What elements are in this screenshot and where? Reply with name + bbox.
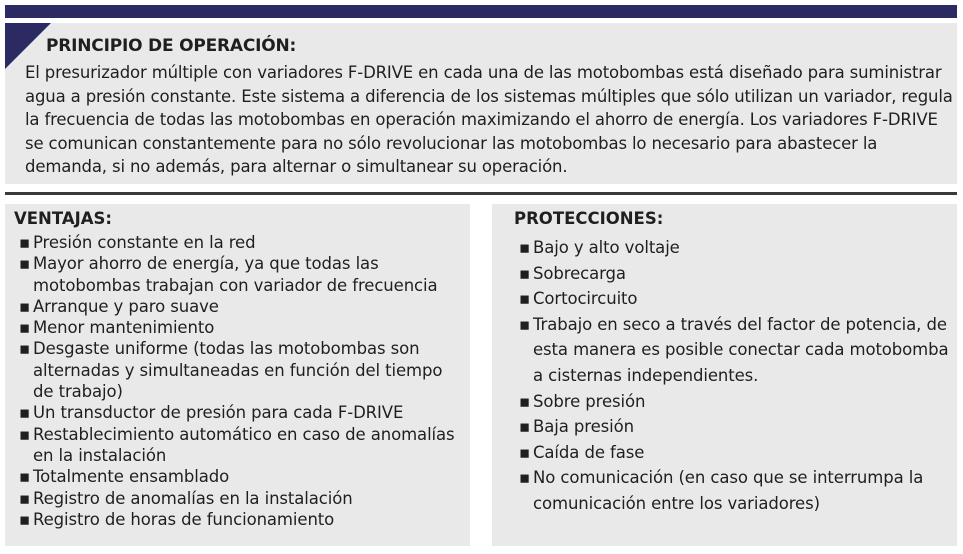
list-item-text: Cortocircuito <box>533 289 638 309</box>
list-item-text: Restablecimiento automático en caso de anomalías en la instalación <box>33 424 455 465</box>
list-item-text: Sobre presión <box>533 391 646 411</box>
list-item-text: Baja presión <box>533 417 634 437</box>
list-item <box>14 402 464 423</box>
list-item <box>14 296 464 317</box>
bullet-icon: ▪ <box>19 403 31 423</box>
bullet-icon: ▪ <box>19 233 31 252</box>
bullet-icon: ▪ <box>519 314 531 334</box>
list-item-text: Menor mantenimiento <box>33 318 215 338</box>
list-item <box>14 509 464 530</box>
bullet-icon: ▪ <box>19 296 31 316</box>
list-item-text: Trabajo en seco a través del factor de potencia, de esta manera es posible conectar cada motobomba a cisternas independientes. <box>533 314 949 385</box>
list-item <box>14 424 464 467</box>
list-item-text: Un transductor de presión para cada F-DRIVE <box>33 403 404 423</box>
bullet-icon: ▪ <box>19 339 31 359</box>
principle-body: El presurizador múltiple con variadores F-DRIVE en cada una de las motobombas está diseñado para suministrar agua a presión constante. Este sistema a diferencia de los sistemas múltiples que sólo utilizan un variador, regula la frecuencia de todas las motobombas en operación maximizando el ahorro de energía. Los variadores F-DRIVE se comunican constantemente para no sólo revolucionar las motobombas lo necesario para abastecer la demanda, si no además, para alternar o simultanear su operación. <box>25 63 953 177</box>
list-item-text: Totalmente ensamblado <box>33 467 230 487</box>
protecciones-list <box>514 235 951 517</box>
list-item-text: Desgaste uniforme (todas las motobombas son alternadas y simultaneadas en función del tiempo de trabajo) <box>33 339 443 402</box>
list-item <box>514 414 951 440</box>
list-item-text: Caída de fase <box>533 442 645 462</box>
bullet-icon: ▪ <box>19 318 31 338</box>
bullet-icon: ▪ <box>519 263 531 283</box>
list-item <box>514 389 951 415</box>
list-item <box>514 235 951 261</box>
bullet-icon: ▪ <box>519 417 531 437</box>
list-item <box>514 261 951 287</box>
list-item-text: No comunicación (en caso que se interrumpa la comunicación entre los variadores) <box>533 468 924 513</box>
ventajas-title: VENTAJAS: <box>14 209 112 228</box>
ventajas-list <box>14 232 464 530</box>
list-item-text: Presión constante en la red <box>33 233 256 252</box>
list-item <box>14 253 464 296</box>
list-item-text: Registro de horas de funcionamiento <box>33 509 335 529</box>
list-item <box>514 286 951 312</box>
list-item-text: Sobrecarga <box>533 263 626 283</box>
protecciones-title: PROTECCIONES: <box>514 209 664 228</box>
list-item <box>14 466 464 487</box>
list-item <box>14 317 464 338</box>
principle-title: PRINCIPIO DE OPERACIÓN: <box>46 36 297 56</box>
top-accent-bar <box>5 5 957 18</box>
list-item-text: Arranque y paro suave <box>33 296 219 316</box>
list-item <box>514 312 951 389</box>
section-divider <box>5 192 957 195</box>
bullet-icon: ▪ <box>19 488 31 508</box>
bullet-icon: ▪ <box>519 391 531 411</box>
bullet-icon: ▪ <box>19 467 31 487</box>
bullet-icon: ▪ <box>19 254 31 274</box>
bullet-icon: ▪ <box>519 238 531 257</box>
list-item <box>514 465 951 516</box>
list-item-text: Bajo y alto voltaje <box>533 238 680 257</box>
bullet-icon: ▪ <box>19 509 31 529</box>
bullet-icon: ▪ <box>519 442 531 462</box>
list-item <box>514 440 951 466</box>
bullet-icon: ▪ <box>519 468 531 488</box>
list-item <box>14 488 464 509</box>
bullet-icon: ▪ <box>519 289 531 309</box>
list-item-text: Registro de anomalías en la instalación <box>33 488 353 508</box>
list-item <box>14 232 464 253</box>
list-item <box>14 338 464 402</box>
list-item-text: Mayor ahorro de energía, ya que todas las motobombas trabajan con variador de frecuencia <box>33 254 438 295</box>
bullet-icon: ▪ <box>19 424 31 444</box>
